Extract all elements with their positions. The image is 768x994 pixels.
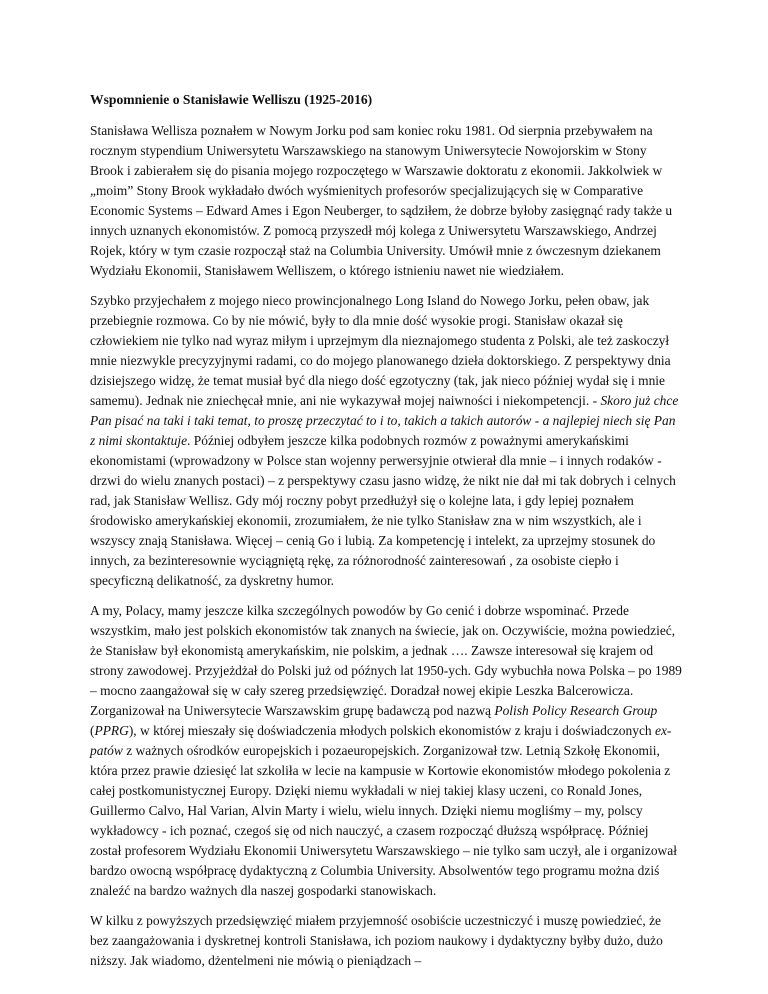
paragraph-1: [90, 121, 682, 281]
document-title: Wspomnienie o Stanisławie Welliszu (1925-2016): [90, 92, 373, 107]
text-segment: . Później odbyłem jeszcze kilka podobnych rozmów z poważnymi amerykańskimi ekonomistami (wprowadzony w Polsce stan wojenny perwersyjnie otwierał dla mnie – i innych rodaków - drzwi do wielu znanych postaci) – z perspektywy czasu jasno widzę, że nikt nie dał mi tak dobrych i celnych rad, jak Stanisław Wellisz. Gdy mój roczny pobyt przedłużył się o kolejne lata, i gdy lepiej poznałem środowisko amerykańskiej ekonomii, zrozumiałem, że nie tylko Stanisław zna w nim wszystkich, ale i wszyscy znają Stanisława. Więcej – cenią Go i lubią. Za kompetencję i intelekt, za uprzejmy stosunek do innych, za bezinteresownie wyciągniętą rękę, za różnorodność zainteresowań , za osobiste ciepło i specyficzną delikatność, za dyskretny humor.: [90, 433, 676, 588]
paragraph-3: [90, 601, 682, 901]
italic-acronym: PPRG: [94, 723, 129, 738]
text-segment: Szybko przyjechałem z mojego nieco prowincjonalnego Long Island do Nowego Jorku, pełen obaw, jak przebiegnie rozmowa. Co by nie mówić, były to dla mnie dość wysokie progi. Stanisław okazał się człowiekiem nie tylko nad wyraz miłym i uprzejmym dla nieznajomego studenta z Polski, ale też zaskoczył mnie niezwykle precyzyjnymi radami, co do mojego planowanego dzieła doktorskiego. Z perspektywy dnia dzisiejszego widzę, że temat musiał być dla niego dość egzotyczny (tak, jak nieco później wydał się i mnie samemu). Jednak nie zniechęcał mnie, ani nie wykazywał mojej naiwności i niekompetencji. -: [90, 293, 671, 408]
text-segment: Stanisława Wellisza poznałem w Nowym Jorku pod sam koniec roku 1981. Od sierpnia przebywałem na rocznym stypendium Uniwersytetu Warszawskiego na stanowym Uniwersytecie Nowojorskim w Stony Brook i zabierałem się do pisania mojego rozpoczętego w Warszawie doktoratu z ekonomii. Jakkolwiek w „moim” Stony Brook wykładało dwóch wyśmienitych profesorów specjalizujących się w Comparative Economic Systems – Edward Ames i Egon Neuberger, to sądziłem, że dobrze byłoby zasięgnąć rady także u innych uznanych ekonomistów. Z pomocą przyszedł mój kolega z Uniwersytetu Warszawskiego, Andrzej Rojek, który w tym czasie rozpoczął staż na Columbia University. Umówił mnie z ówczesnym dziekanem Wydziału Ekonomii, Stanisławem Welliszem, o którego istnieniu nawet nie wiedziałem.: [90, 123, 673, 278]
italic-group-name: Polish Policy Research Group: [494, 703, 658, 718]
italic-quote: Skoro już chce Pan pisać na taki i taki temat, to proszę przeczytać to i to, takich a takich autorów - a najlepiej niech się Pan z nimi skontaktuje: [90, 393, 679, 448]
document-body: [90, 90, 682, 981]
text-segment: W kilku z powyższych przedsięwzięć miałem przyjemność osobiście uczestniczyć i muszę powiedzieć, że bez zaangażowania i dyskretnej kontroli Stanisława, ich poziom naukowy i dydaktyczny byłby dużo, dużo niższy. Jak wiadomo, dżentelmeni nie mówią o pieniądzach –: [90, 913, 663, 968]
text-segment: ), w której mieszały się doświadczenia młodych polskich ekonomistów z kraju i doświadczonych: [128, 723, 655, 738]
paragraph-2: [90, 291, 682, 591]
text-segment: (: [90, 723, 95, 738]
italic-expats: ex-patów: [90, 723, 672, 758]
paragraph-4: [90, 911, 682, 971]
text-segment: A my, Polacy, mamy jeszcze kilka szczególnych powodów by Go cenić i dobrze wspominać. Przede wszystkim, mało jest polskich ekonomistów tak znanych na świecie, jak on. Oczywiście, można powiedzieć, że Stanisław był ekonomistą amerykańskim, nie polskim, a jednak …. Zawsze interesował się krajem od strony zawodowej. Przyjeżdżał do Polski już od późnych lat 1950-ych. Gdy wybuchła nowa Polska – po 1989 – mocno zaangażował się w cały szereg przedsięwzięć. Doradzał nowej ekipie Leszka Balcerowicza. Zorganizował na Uniwersytecie Warszawskim grupę badawczą pod nazwą: [90, 603, 682, 718]
text-segment: z ważnych ośrodków europejskich i pozaeuropejskich. Zorganizował tzw. Letnią Szkołę Ekonomii, która przez prawie dziesięć lat szkoliła w lecie na kampusie w Kortowie ekonomistów młodego pokolenia z całej postkomunistycznej Europy. Dzięki niemu wykładali w niej takiej klasy uczeni, co Ronald Jones, Guillermo Calvo, Hal Varian, Alvin Marty i wielu, wielu innych. Dzięki niemu mogliśmy – my, polscy wykładowcy - ich poznać, czegoś się od nich nauczyć, a czasem rozpocząć dłuższą współpracę. Później został profesorem Wydziału Ekonomii Uniwersytetu Warszawskiego – nie tylko sam uczył, ale i organizował bardzo owocną współpracę dydaktyczną z Columbia University. Absolwentów tego programu można dziś znaleźć na bardzo ważnych dla naszej gospodarki stanowiskach.: [90, 743, 677, 898]
